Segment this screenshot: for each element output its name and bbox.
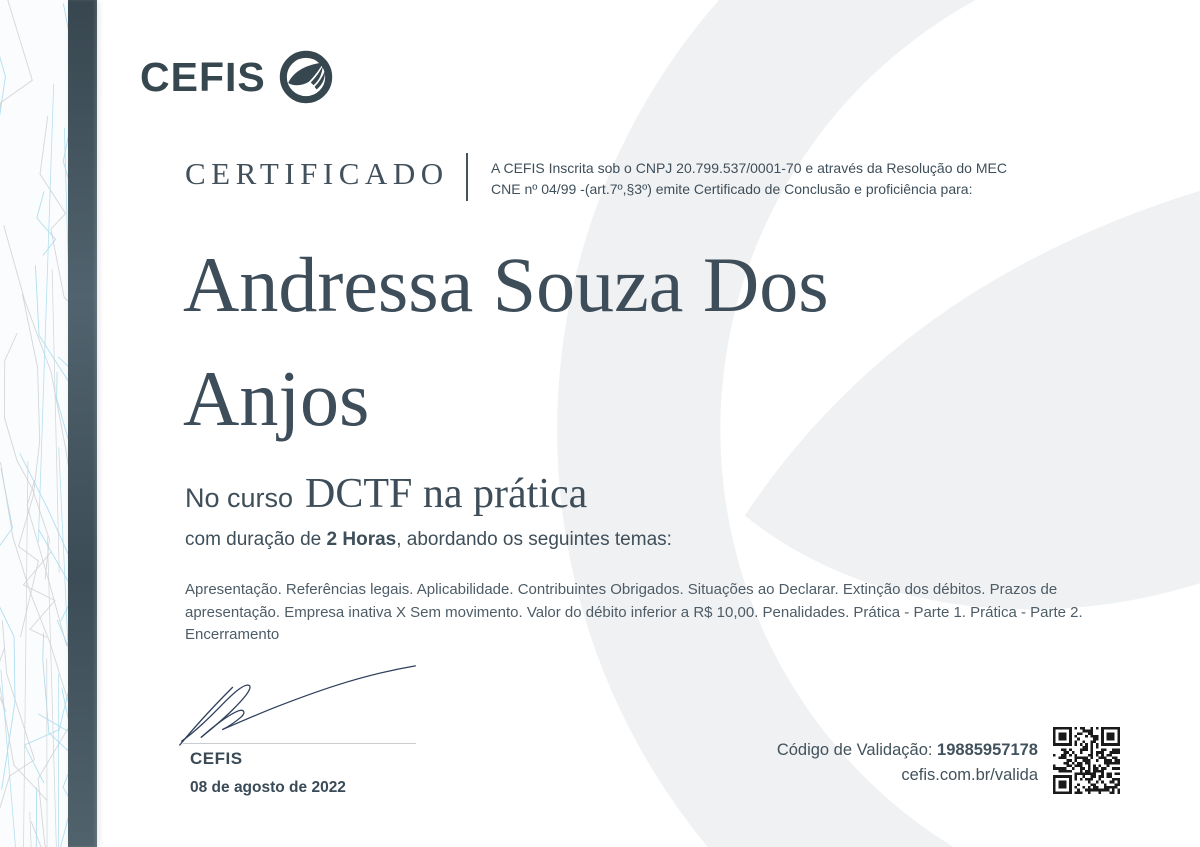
duration-value: 2 Horas xyxy=(326,529,397,550)
title-divider xyxy=(466,153,468,201)
certificate-title: CERTIFICADO xyxy=(185,156,449,191)
course-topics: Apresentação. Referências legais. Aplicabilidade. Contribuintes Obrigados. Situações ao Declarar. Extinção dos débitos. Prazos de apresentação. Empresa inativa X Sem movimento. Valor do débito inferior a R$ 10,00. Penalidades. Prática - Parte 1. Prática - Parte 2. Encerramento xyxy=(185,581,1083,643)
duration-prefix: com duração de xyxy=(185,529,327,550)
validation-block xyxy=(640,738,1038,788)
validation-qr-code xyxy=(1053,727,1120,794)
validation-url: cefis.com.br/valida xyxy=(901,766,1038,784)
wireframe-lines-decoration xyxy=(0,0,68,847)
course-line xyxy=(185,470,587,518)
issuer-statement: A CEFIS Inscrita sob o CNPJ 20.799.537/0001-70 e através da Resolução do MEC CNE nº 04/99 -(art.7º,§3º) emite Certificado de Conclusão e proficiência para: xyxy=(491,160,1007,197)
handwritten-signature xyxy=(174,660,426,748)
geometric-pattern-strip xyxy=(0,0,68,847)
issue-date: 08 de agosto de 2022 xyxy=(190,779,346,796)
validation-label: Código de Validação: xyxy=(776,741,938,759)
cefis-logo xyxy=(140,50,333,104)
validation-code: 19885957178 xyxy=(937,741,1038,759)
signer-name: CEFIS xyxy=(190,749,243,768)
course-prefix: No curso xyxy=(185,483,294,513)
duration-suffix: , abordando os seguintes temas: xyxy=(396,529,672,550)
side-accent-bar xyxy=(68,0,97,847)
cefis-ring-paper-icon xyxy=(279,50,333,104)
signature-line xyxy=(183,743,416,744)
recipient-name: Andressa Souza Dos Anjos xyxy=(183,241,829,442)
duration-line xyxy=(185,529,672,551)
cefis-logo-text: CEFIS xyxy=(140,53,266,100)
validation-code-line xyxy=(640,738,1038,763)
course-name: DCTF na prática xyxy=(305,471,588,517)
